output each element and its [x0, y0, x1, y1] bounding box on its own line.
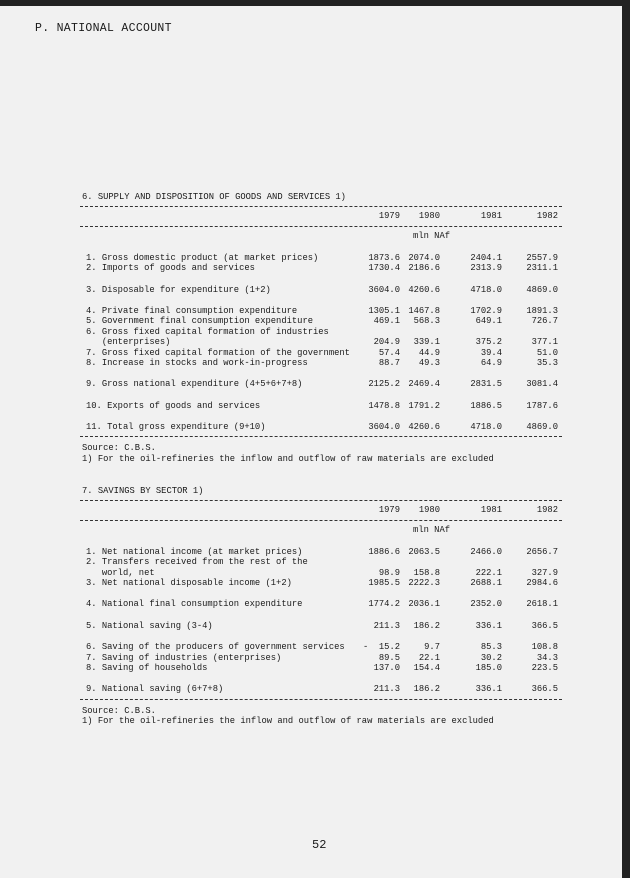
- row-value: 88.7: [378, 357, 400, 368]
- row-value: 4260.6: [408, 422, 440, 433]
- row-value: 2186.6: [408, 263, 440, 274]
- dashed-rule: [80, 206, 562, 207]
- year-header: 1979: [378, 211, 400, 222]
- spacer: [80, 274, 562, 285]
- row-value: 2831.5: [470, 379, 502, 390]
- table-row: [80, 327, 562, 337]
- table-row: [80, 306, 562, 316]
- row-label: 1. Gross domestic product (at market prices): [86, 252, 319, 263]
- row-value: 35.3: [536, 357, 558, 368]
- row-value: 186.2: [413, 684, 440, 695]
- row-value: 336.1: [475, 620, 502, 631]
- table-row: [80, 684, 562, 694]
- row-value: 4260.6: [408, 284, 440, 295]
- row-value: 57.4: [378, 347, 400, 358]
- source-note: Source: C.B.S.: [82, 705, 156, 716]
- spacer: [80, 610, 562, 621]
- row-value: 9.7: [424, 642, 440, 653]
- dashed-rule: [80, 520, 562, 521]
- row-value: 39.4: [480, 347, 502, 358]
- row-value: 2311.1: [526, 263, 558, 274]
- row-value: 4718.0: [470, 422, 502, 433]
- row-label: 7. Saving of industries (enterprises): [86, 652, 282, 663]
- row-value: 2036.1: [408, 599, 440, 610]
- row-value: 64.9: [480, 357, 502, 368]
- row-value: 649.1: [475, 316, 502, 327]
- row-value: 1873.6: [368, 252, 400, 263]
- page-number: 52: [312, 838, 327, 852]
- section-header: P. NATIONAL ACCOUNT: [35, 22, 172, 35]
- row-value: 85.3: [480, 642, 502, 653]
- spacer: [80, 295, 562, 306]
- table-row: [80, 557, 562, 567]
- row-label: 3. Disposable for expenditure (1+2): [86, 284, 271, 295]
- spacer: [80, 631, 562, 642]
- row-value: - 15.2: [363, 642, 400, 653]
- row-value: 726.7: [531, 316, 558, 327]
- spacer: [80, 368, 562, 379]
- table-row: [80, 663, 562, 673]
- row-value: 2222.3: [408, 577, 440, 588]
- row-value: 22.1: [418, 652, 440, 663]
- row-value: 2656.7: [526, 546, 558, 557]
- row-label: 8. Saving of households: [86, 662, 208, 673]
- spacer: [80, 411, 562, 422]
- table-row: [80, 568, 562, 578]
- row-label: 6. Saving of the producers of government services: [86, 642, 345, 653]
- dashed-rule: [80, 226, 562, 227]
- table-row: [80, 599, 562, 609]
- table-row: [80, 337, 562, 347]
- row-value: 3604.0: [368, 422, 400, 433]
- row-value: 336.1: [475, 684, 502, 695]
- row-value: 1787.6: [526, 400, 558, 411]
- row-value: 34.3: [536, 652, 558, 663]
- row-value: 186.2: [413, 620, 440, 631]
- unit-label: mln NAf: [413, 524, 450, 535]
- row-value: 1886.6: [368, 546, 400, 557]
- row-value: 2688.1: [470, 577, 502, 588]
- row-value: 339.1: [413, 337, 440, 348]
- spacer: [80, 536, 562, 547]
- row-value: 185.0: [475, 662, 502, 673]
- scan-border-top: [0, 0, 630, 6]
- row-value: 108.8: [531, 642, 558, 653]
- table-row: [80, 348, 562, 358]
- table-row: [80, 422, 562, 432]
- row-label: 2. Imports of goods and services: [86, 263, 255, 274]
- table-row: [80, 621, 562, 631]
- footnote: 1) For the oil-refineries the inflow and outflow of raw materials are excluded: [82, 453, 494, 464]
- row-value: 223.5: [531, 662, 558, 673]
- table-title: 6. SUPPLY AND DISPOSITION OF GOODS AND SERVICES 1): [82, 192, 346, 202]
- row-value: 51.0: [536, 347, 558, 358]
- unit-row: [80, 231, 562, 242]
- row-value: 30.2: [480, 652, 502, 663]
- dashed-rule: [80, 500, 562, 501]
- row-label: 5. Government final consumption expenditure: [86, 316, 313, 327]
- row-value: 2352.0: [470, 599, 502, 610]
- supply-disposition-table: [80, 192, 562, 464]
- year-header: 1982: [536, 211, 558, 222]
- year-header: 1981: [480, 505, 502, 516]
- row-label: 7. Gross fixed capital formation of the government: [86, 347, 350, 358]
- row-label: 8. Increase in stocks and work-in-progress: [86, 357, 308, 368]
- row-value: 2404.1: [470, 252, 502, 263]
- year-header-row: [80, 505, 562, 515]
- table-row: [80, 642, 562, 652]
- table-row: [80, 578, 562, 588]
- row-value: 327.9: [531, 567, 558, 578]
- row-value: 49.3: [418, 357, 440, 368]
- row-value: 2984.6: [526, 577, 558, 588]
- source-note: Source: C.B.S.: [82, 443, 156, 454]
- row-label: 9. National saving (6+7+8): [86, 684, 224, 695]
- dashed-rule: [80, 699, 562, 700]
- row-value: 1774.2: [368, 599, 400, 610]
- row-value: 2074.0: [408, 252, 440, 263]
- row-value: 158.8: [413, 567, 440, 578]
- year-header: 1981: [480, 211, 502, 222]
- row-value: 2469.4: [408, 379, 440, 390]
- row-value: 2125.2: [368, 379, 400, 390]
- unit-label: mln NAf: [413, 230, 450, 241]
- year-header: 1982: [536, 505, 558, 516]
- row-value: 211.3: [373, 684, 400, 695]
- table-row: [80, 253, 562, 263]
- table-title: 7. SAVINGS BY SECTOR 1): [82, 486, 204, 496]
- row-value: 2466.0: [470, 546, 502, 557]
- row-value: 2063.5: [408, 546, 440, 557]
- row-value: 4869.0: [526, 422, 558, 433]
- row-value: 1985.5: [368, 577, 400, 588]
- row-value: 44.9: [418, 347, 440, 358]
- row-value: 204.9: [373, 337, 400, 348]
- row-value: 366.5: [531, 684, 558, 695]
- row-value: 137.0: [373, 662, 400, 673]
- row-value: 1791.2: [408, 400, 440, 411]
- spacer: [80, 390, 562, 401]
- row-value: 377.1: [531, 337, 558, 348]
- table-row: [80, 358, 562, 368]
- row-value: 366.5: [531, 620, 558, 631]
- row-label: 4. Private final consumption expenditure: [86, 305, 298, 316]
- row-value: 2618.1: [526, 599, 558, 610]
- row-value: 1467.8: [408, 305, 440, 316]
- table-row: [80, 263, 562, 273]
- spacer: [80, 673, 562, 684]
- table-row: [80, 547, 562, 557]
- row-label: world, net: [86, 567, 155, 578]
- row-value: 1478.8: [368, 400, 400, 411]
- row-value: 4718.0: [470, 284, 502, 295]
- year-header-row: [80, 211, 562, 221]
- row-label: 9. Gross national expenditure (4+5+6+7+8): [86, 379, 303, 390]
- scan-border-right: [622, 0, 630, 878]
- table-row: [80, 653, 562, 663]
- row-value: 4869.0: [526, 284, 558, 295]
- row-value: 1886.5: [470, 400, 502, 411]
- row-value: 98.9: [378, 567, 400, 578]
- row-value: 1730.4: [368, 263, 400, 274]
- row-label: 10. Exports of goods and services: [86, 400, 261, 411]
- row-value: 89.5: [378, 652, 400, 663]
- row-value: 1891.3: [526, 305, 558, 316]
- table-row: [80, 316, 562, 326]
- footnote: 1) For the oil-refineries the inflow and outflow of raw materials are excluded: [82, 716, 494, 727]
- savings-by-sector-table: [80, 486, 562, 727]
- row-label: 2. Transfers received from the rest of the: [86, 557, 308, 568]
- row-label: 6. Gross fixed capital formation of industries: [86, 326, 329, 337]
- row-value: 3604.0: [368, 284, 400, 295]
- row-label: 1. Net national income (at market prices): [86, 546, 303, 557]
- row-value: 1305.1: [368, 305, 400, 316]
- row-label: 11. Total gross expenditure (9+10): [86, 422, 266, 433]
- unit-row: [80, 525, 562, 536]
- row-value: 3081.4: [526, 379, 558, 390]
- row-label: 3. Net national disposable income (1+2): [86, 577, 292, 588]
- table-row: [80, 401, 562, 411]
- row-value: 1702.9: [470, 305, 502, 316]
- row-label: 5. National saving (3-4): [86, 620, 213, 631]
- row-value: 211.3: [373, 620, 400, 631]
- year-header: 1980: [418, 505, 440, 516]
- row-value: 2557.9: [526, 252, 558, 263]
- spacer: [80, 588, 562, 599]
- row-value: 469.1: [373, 316, 400, 327]
- row-value: 222.1: [475, 567, 502, 578]
- row-value: 2313.9: [470, 263, 502, 274]
- row-value: 154.4: [413, 662, 440, 673]
- spacer: [80, 242, 562, 253]
- row-label: (enterprises): [86, 337, 171, 348]
- year-header: 1980: [418, 211, 440, 222]
- table-row: [80, 379, 562, 389]
- row-value: 375.2: [475, 337, 502, 348]
- row-value: 568.3: [413, 316, 440, 327]
- dashed-rule: [80, 436, 562, 437]
- table-row: [80, 285, 562, 295]
- year-header: 1979: [378, 505, 400, 516]
- row-label: 4. National final consumption expenditure: [86, 599, 303, 610]
